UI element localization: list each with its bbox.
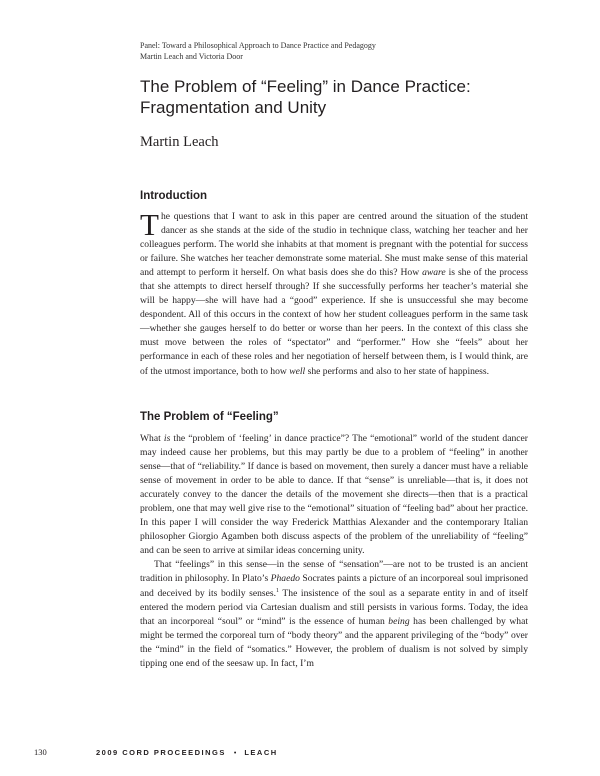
emphasis-text: Phaedo — [270, 573, 300, 585]
emphasis-text: aware — [422, 267, 446, 279]
text-run: has been challenged by what might be termed the corporeal turn of “body theory” and the apparent privileging of the “body” over the “mind” in the field of “somatics.” However, the problem of dualism is not solved by simply tipping one end of the seesaw up. In fact, I’m — [140, 615, 529, 669]
running-head-authors: Martin Leach and Victoria Door — [140, 52, 243, 61]
article-author: Martin Leach — [140, 134, 219, 150]
body-paragraph — [140, 432, 528, 558]
emphasis-text: is — [163, 433, 171, 444]
article-title-line2: Fragmentation and Unity — [140, 98, 327, 117]
drop-cap: T — [140, 207, 159, 242]
footer-author: LEACH — [244, 748, 278, 757]
text-run: he questions that I want to ask in this paper are centred around the situation of the student dancer as she stands at the side of the studio in technique class, watching her teacher and her colleagues perform. The world she inhabits at that moment is pregnant with the potential for success or failure. She watches her teacher demonstrate some material. She must make sense of this material and attempt to perform it herself. On what basis does she do this? How — [140, 211, 528, 279]
running-head-panel: Panel: Toward a Philosophical Approach to Dance Practice and Pedagogy — [140, 41, 376, 50]
footnote-marker[interactable]: 1 — [276, 587, 279, 594]
problem-of-feeling-body — [140, 432, 528, 671]
section-heading-problem-of-feeling: The Problem of “Feeling” — [140, 411, 279, 423]
emphasis-text: well — [289, 365, 306, 377]
text-run: That “feelings” in this sense—in the sense of “sensation”—are not to be trusted is an ancient tradition in philosophy. In Plato’s — [140, 559, 528, 585]
footer-separator: • — [233, 750, 237, 757]
footer-proceedings-label: 2009 CORD PROCEEDINGS — [96, 748, 226, 757]
text-run: Socrates paints a picture of an incorporeal soul imprisoned and deceived by its bodily senses. — [140, 573, 528, 599]
introduction-paragraph — [140, 207, 528, 379]
emphasis-text: being — [388, 615, 410, 627]
introduction-body — [140, 207, 528, 379]
text-run: she performs and also to her state of happiness. — [305, 365, 490, 377]
section-heading-introduction: Introduction — [140, 190, 208, 202]
body-paragraph — [140, 558, 528, 670]
running-head — [140, 40, 540, 62]
text-run: is she of the process that she attempts to direct herself through? If she successfully performs her teacher’s material she will be happy—she will have had a “good” experience. If she is unsuccessful she may become despondent. All of this occurs in the context of how her student colleagues perform in the same task—whether she gauges herself to do better or worse than her peers. In the context of this class she must move between the roles of “spectator” and “performer.” How she “feels” about her performance in each of these roles and her negotiation of herself between them, is I would think, are of the utmost importance, both to how — [140, 267, 528, 377]
page-number: 130 — [34, 747, 47, 757]
text-run: What — [140, 433, 164, 444]
text-run: The insistence of the soul as a separate entity in and of itself entered the modern period via Cartesian dualism and still persists in various forms. Today, the idea that an incorporeal “soul” or “mind” is the essence of human — [140, 587, 528, 627]
text-run: the “problem of ‘feeling’ in dance practice”? The “emotional” world of the student dancer may indeed cause her problems, but this may partly be due to a problem of “feeling” in another sense—that of “reliability.” If dance is based on movement, then surely a dancer must have a reliable sense of movement in order to be able to dance. If that “sense” is unreliable—that is, it does not accurately convey to the dancer the details of the movement she directs—then that is a practical problem, one that may well give rise to the “emotional” situation of “feeling bad” about her practice. In this paper I will consider the way Frederick Matthias Alexander and the contemporary Italian philosopher Giorgio Agamben both discuss aspects of the problem of the unreliability of “feeling” and can be seen to arrive at similar ideas concerning unity. — [140, 433, 528, 557]
article-title — [140, 76, 540, 118]
page-footer — [34, 747, 534, 759]
article-title-line1: The Problem of “Feeling” in Dance Practice: — [140, 77, 471, 96]
